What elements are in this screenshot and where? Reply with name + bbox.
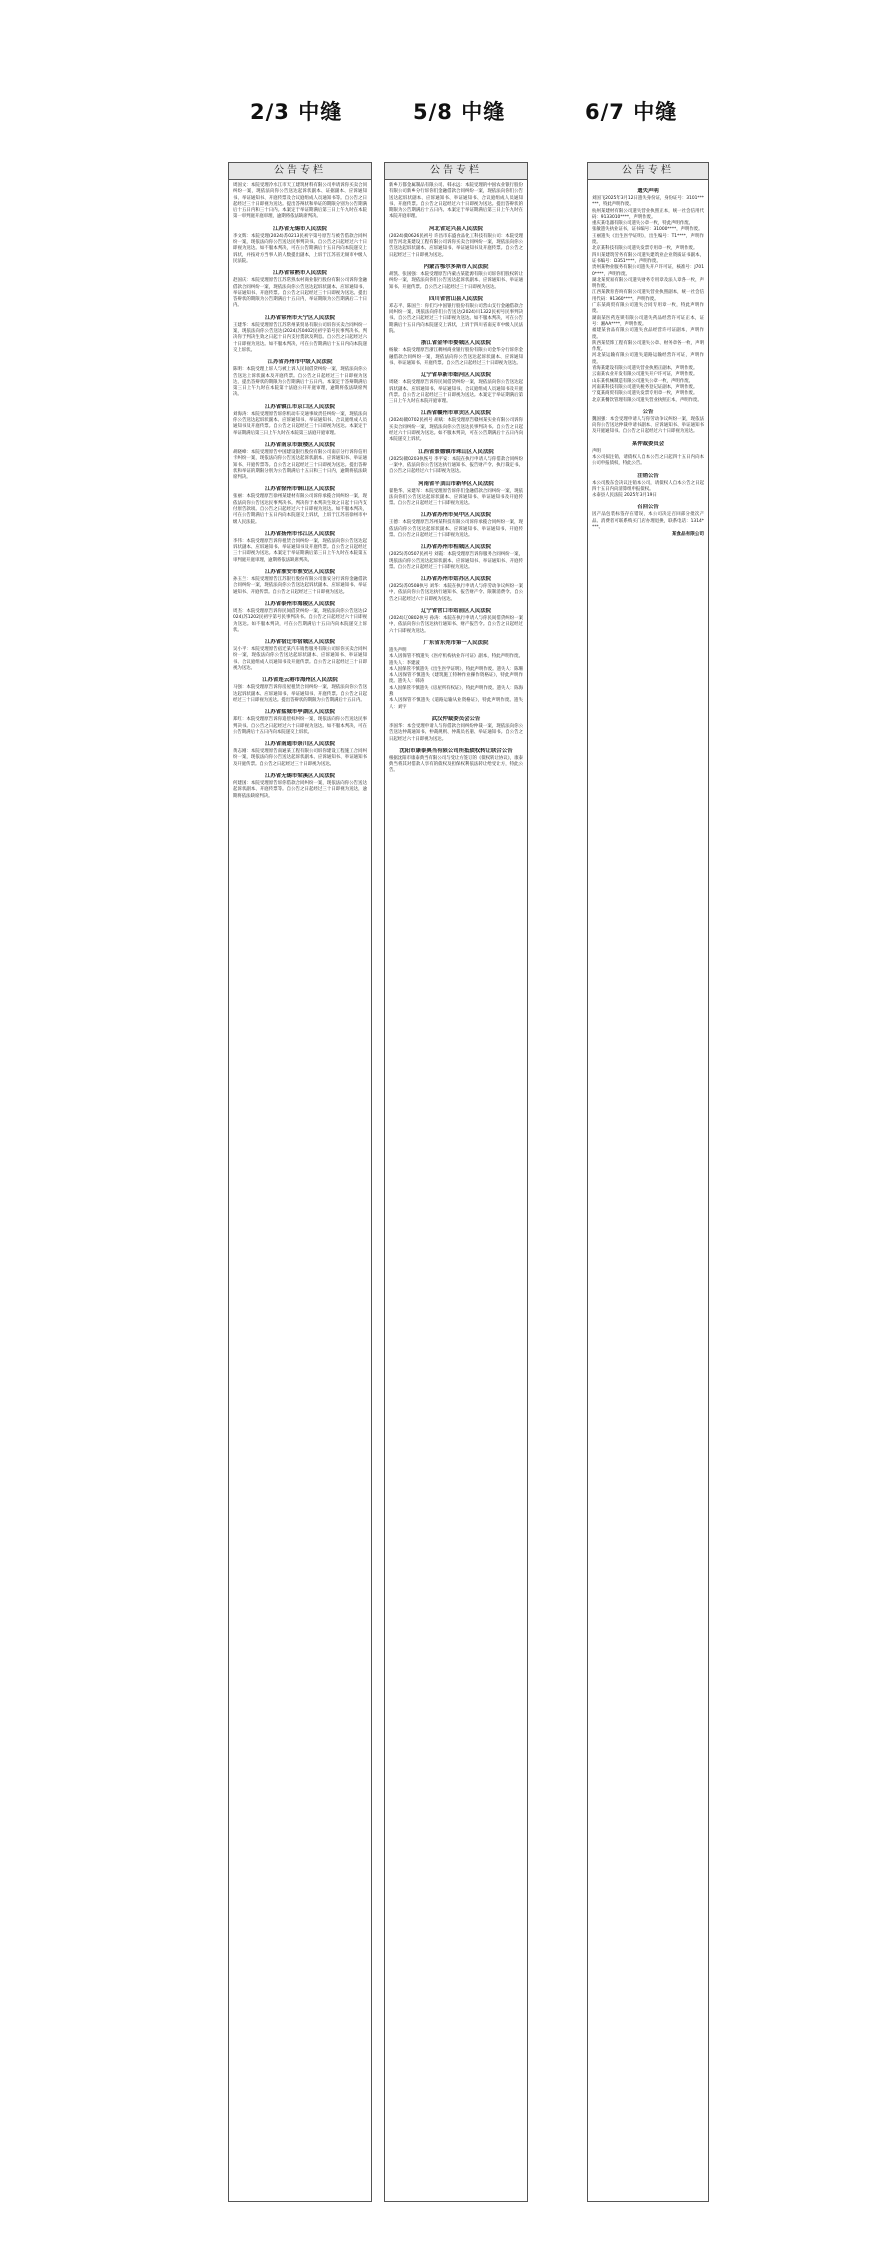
notice-title: 江苏省泰州市海陵区人民法院 <box>264 600 336 607</box>
notice-title: 江苏省无锡市人民法院 <box>273 225 327 232</box>
notice-title: 武汉仲裁委员会公告 <box>431 715 481 722</box>
notice-title: 江苏省苏州市吴中区人民法院 <box>420 512 492 519</box>
notice-body: 永泰县人民法院 2025年3月19日 <box>592 493 657 499</box>
notice-title: 某仲裁委员会 <box>631 440 665 447</box>
notice-title: 江苏省淮安市淮安区人民法院 <box>264 569 336 576</box>
notice-body: (2025)苏0508执号 刘华：本院在执行申请人与你劳动争议纠纷一案中，依法向你公告送达执行通知书、报告财产令、限制消费令。自公告之日起经过六十日即视为送达。 <box>389 584 523 602</box>
notice-body: 湖南某医药连锁有限公司遗失药品经营许可证正本，证号：湘AA****，声明作废。 <box>592 315 704 327</box>
notice-title: 内蒙古鄂尔多斯市人民法院 <box>423 263 489 270</box>
notice-body: 新乡万都金属制品有限公司、韩永远：本院受理的中国农业银行股份有限公司新乡分行诉你们金融借款合同纠纷一案，现依法向你们公告送达起诉状副本、应诉通知书、举证通知书、合议庭组成人员通知书、开庭传票。自公告之日起经过六十日即视为送达。提出答辩状的期限为公告期满后十五日内。本案定于举证期满后第三日上午九时在本院开庭审理。 <box>389 183 523 220</box>
notice-body: 云南某农业开发有限公司遗失开户许可证，声明作废。 <box>592 372 698 378</box>
notice-body: 本人因保管不慎遗失《房屋所有权证》，特此声明作废。遗失人：陈海燕 <box>389 685 523 698</box>
notice-body: 邓志平、陈国兰：你们与中国银行股份有限公司营山支行金融借款合同纠纷一案，现依法向你们公告送达(2024)川1322民初号民事判决书。自公告之日起经过三十日即视为送达。如不服本判决，可在公告期满后十五日内向本院递交上诉状，上诉于四川省南充市中级人民法院。 <box>389 303 523 335</box>
notice-body: 王丽遗失《出生医学证明》，出生编号：T1****，声明作废。 <box>592 233 704 246</box>
notice-body: 广东某商贸有限公司遗失合同专用章一枚，特此声明作废。 <box>592 303 704 315</box>
notice-body: 根据沈阳市康泰典当有限公司与受让方签订的《债权转让协议》，康泰典当将其对借款人享有的债权及担保权利依法转让给受让方，特此公告。 <box>389 755 523 774</box>
notice-title: 广东省东莞市第一人民法院 <box>423 639 489 646</box>
column-body <box>385 180 527 775</box>
notice-title: 遗失声明 <box>637 188 659 194</box>
notice-body: 福建某食品有限公司遗失食品经营许可证副本，声明作废。 <box>592 328 704 340</box>
signature: 某食品有限公司 <box>671 532 704 538</box>
notice-body: 翟艳华、宋建军：本院受理原告诉你们金融借款合同纠纷一案，现依法向你们公告送达起诉状副本、应诉通知书、举证通知书及开庭传票。自公告之日起经过三十日即视为送达。 <box>389 488 523 507</box>
notice-body: 贵州某物业服务有限公司遗失开户许可证，核准号：J7010****，声明作废。 <box>592 265 704 277</box>
notice-body: (2024)赣0702民初号 胡斌：本院受理原告赣州某实业有限公司诉你买卖合同纠纷一案，现依法向你公告送达民事判决书。自公告之日起经过六十日即视为送达。如不服本判决，可在公告期满后十五日内向本院递交上诉状。 <box>389 418 523 443</box>
notice-title: 江苏省徐州市铜山区人民法院 <box>264 486 336 493</box>
notice-body: 杨敏：本院受理原告浙江稠州商业银行股份有限公司金华分行诉你金融借款合同纠纷一案，现依法向你公告送达起诉状副本、应诉通知书、举证通知书、开庭传票。自公告之日起经过三十日即视为送达。 <box>389 348 523 366</box>
notice-body: 魏国强：本会受理申请人与你劳动争议纠纷一案，现依法向你公告送达仲裁申请书副本、应诉通知书、举证通知书及开庭通知书。自公告之日起经过六十日即视为送达。 <box>592 416 704 435</box>
notice-body: 李国华：本会受理申请人与你借款合同纠纷仲裁一案，现依法向你公告送达仲裁通知书、仲裁规则、仲裁员名册、举证通知书。自公告之日起经过六十日即视为送达。 <box>389 723 523 742</box>
notice-body: 杭州某建材有限公司遗失营业执照正本，统一社会信用代码：9133010****，声明作废。 <box>592 208 704 220</box>
notice-title: 四川省营山县人民法院 <box>429 295 483 302</box>
column-title: 公告专栏 <box>229 163 371 180</box>
notice-body: 赵国庆：本院受理原告江苏常熟农村商业银行股份有限公司诉你金融借款合同纠纷一案，现依法向你公告送达起诉状副本、应诉通知书、举证通知书、开庭传票。自公告之日起经过三十日即视为送达。提出答辩状的期限为公告期满后十五日内，举证期限为公告期满后二十日内。 <box>233 278 367 309</box>
notice-title: 河北省定兴县人民法院 <box>429 225 483 232</box>
notice-title: 江苏省常熟市人民法院 <box>273 270 327 277</box>
notice-body: 本人因保管不慎遗失《医疗机构执业许可证》副本，特此声明作废。遗失人：李建波 <box>389 654 523 666</box>
notice-title: 沈阳市康泰典当有限公司所抵债权转让联合公告 <box>399 747 513 754</box>
notice-body: 张敏遗失执业证书，证书编号：31000****，声明作废。 <box>592 227 703 233</box>
notice-column-left <box>228 162 372 2202</box>
notice-title: 江西省赣州市章贡区人民法院 <box>420 410 492 417</box>
notice-title: 公告 <box>642 408 654 415</box>
notice-body: 胡晓峰：本院受理原告中国建设银行股份有限公司南京分行诉你信用卡纠纷一案，现依法向你公告送达起诉状副本、应诉通知书、举证通知书、开庭传票等。自公告之日起经过三十日即视为送达。提出答辩状和举证的期限分别为公告期满后十五日和三十日内，逾期将依法缺席判决。 <box>233 449 367 481</box>
notice-title: 注销公告 <box>637 472 659 479</box>
column-title: 公告专栏 <box>385 163 527 180</box>
notice-body: 胡凯、张国强：本院受理原告内蒙古某能源有限公司诉你们股权转让纠纷一案，现依法向你们公告送达起诉状副本、应诉通知书、举证通知书、开庭传票。自公告之日起经过三十日即视为送达。 <box>389 271 523 290</box>
notice-body: 陈明：本院受理上诉人与被上诉人民间借贷纠纷一案，现依法向你公告送达上诉状副本及开庭传票。自公告之日起经过三十日即视为送达，提出答辩状的期限为公告期满后十五日内。本案定于答辩期满后第三日上午九时在本院第十法庭公开开庭审理，逾期将依法缺席判决。 <box>233 367 367 398</box>
column-body <box>229 180 371 800</box>
notice-title: 江苏省苏州市相城区人民法院 <box>420 544 492 551</box>
notice-body: 遗失声明 <box>389 647 407 653</box>
notice-body: 张丽：本院受理原告徐州某建材有限公司诉你承揽合同纠纷一案，现依法向你公告送达民事判决书。判决你于本判决生效之日起十日内支付原告款项。自公告之日起经过六十日即视为送达。如不服本判决，可在公告期满后十五日内向本院递交上诉状，上诉于江苏省徐州市中级人民法院。 <box>233 494 367 525</box>
notice-body: 郑红：本院受理原告诉你追偿权纠纷一案，现依法向你公告送达民事判决书。自公告之日起经过六十日即视为送达。如不服本判决，可在公告期满后十五日内向本院递交上诉状。 <box>233 717 367 735</box>
notice-body: 王德：本院受理原告苏州某科技有限公司诉你承揽合同纠纷一案，现依法向你公告送达起诉状副本、应诉通知书、举证通知书、开庭传票。自公告之日起经过三十日即视为送达。 <box>389 520 523 538</box>
notice-body: 山东某机械制造有限公司遗失公章一枚，声明作废。 <box>592 378 693 384</box>
notice-body: 湖北某贸易有限公司遗失财务专用章及法人章各一枚，声明作废。 <box>592 277 704 290</box>
notice-title: 江苏省盐城市亭湖区人民法院 <box>264 709 336 716</box>
notice-body: 周晓：本院受理原告诉你民间借贷纠纷一案，现依法向你公告送达起诉状副本、应诉通知书、举证通知书、合议庭组成人员通知书及开庭传票。自公告之日起经过三十日即视为送达。本案定于举证期满后第三日上午九时在本院开庭审理。 <box>389 380 523 405</box>
notice-title: 江苏省宿迁市宿城区人民法院 <box>264 639 336 646</box>
notice-body: 青海某建设有限公司遗失营业执照正副本，声明作废。 <box>592 366 698 372</box>
notice-body: 重庆某电器有限公司遗失公章一枚，特此声明作废。 <box>592 221 693 227</box>
notice-body: (2025)赣0203执恢号 李平安：本院在执行申请人与你借款合同纠纷一案中，依法向你公告送达执行通知书、报告财产令、执行裁定书。自公告之日起经过六十日即视为送达。 <box>389 456 523 475</box>
notice-title: 江苏省连云港市海州区人民法院 <box>262 677 338 684</box>
notice-body: 北京某科技有限公司遗失发票专用章一枚，声明作废。 <box>592 246 698 252</box>
notice-title: 江苏省苏州市姑苏区人民法院 <box>420 576 492 583</box>
notice-body: 宁夏某商贸有限公司遗失发票专用章一枚，声明作废。 <box>592 391 698 397</box>
column-header-middle: 5/8 中缝 <box>413 100 506 124</box>
notice-column-middle <box>384 162 528 2202</box>
notice-body: 本公司拟注销，请债权人自本公告之日起四十五日内向本公司申报债权，特此公告。 <box>592 454 704 467</box>
notice-body: 吴小平：本院受理原告宿迁某汽车销售服务有限公司诉你买卖合同纠纷一案，现依法向你公告送达起诉状副本、应诉通知书、举证通知书、合议庭组成人员通知书及开庭传票。自公告之日起经过三十日即视为送达。 <box>233 647 367 672</box>
notice-body: 本人因保管不慎遗失《出生医学证明》，特此声明作废。遗失人：陈珊 <box>389 666 523 672</box>
column-title: 公告专栏 <box>588 163 708 180</box>
notice-body: 李伟：本院受理原告诉你租赁合同纠纷一案，现依法向你公告送达起诉状副本、应诉通知书、举证通知书及开庭传票。自公告之日起经过三十日即视为送达。本案定于举证期满后第三日上午九时在本院第五审判庭开庭审理，逾期将依法缺席判决。 <box>233 538 367 563</box>
notice-column-right <box>587 162 709 2202</box>
notice-body: 孙玉兰：本院受理原告江苏银行股份有限公司淮安分行诉你金融借款合同纠纷一案，现依法向你公告送达起诉状副本、应诉通知书、举证通知书、开庭传票。自公告之日起经过三十日即视为送达。 <box>233 577 367 595</box>
notice-body: 四川某建筑劳务有限公司遗失建筑业企业资质证书副本，证书编号：D351****，声明作废。 <box>592 252 704 264</box>
notice-body: 本公司股东会决议注销本公司，请债权人自本公告之日起四十五日内向清算组申报债权。 <box>592 480 704 492</box>
notice-body: 河北某运输有限公司遗失道路运输经营许可证，声明作废。 <box>592 353 704 365</box>
notice-body: 何建国：本院受理原告诉你借款合同纠纷一案，现依法向你公告送达起诉状副本、开庭传票等。自公告之日起经过三十日即视为送达，逾期将依法缺席判决。 <box>233 781 367 799</box>
notice-body: 江西某教育咨询有限公司遗失营业执照副本，统一社会信用代码：91360****，声明作废。 <box>592 290 704 302</box>
notice-title: 江西省景德镇市珠山区人民法院 <box>418 448 494 455</box>
notice-title: 江苏省常州市天宁区人民法院 <box>264 314 336 321</box>
notice-body: 周杰：本院受理原告诉你民间借贷纠纷一案，现依法向你公告送达(2024)苏1202民初字第号民事判决书。自公告之日起经过六十日即视为送达。如不服本判决，可在公告期满后十五日内向本院递交上诉状。 <box>233 608 367 633</box>
notice-body: 李文辉：本院受理(2024)苏0213民初字第号原告与被告借款合同纠纷一案，现依法向你公告送达民事判决书。自公告之日起经过六十日即视为送达。如不服本判决，可在公告期满后十五日内向本院递交上诉状，并按对方当事人的人数提出副本，上诉于江苏省无锡市中级人民法院。 <box>233 233 367 264</box>
column-header-right: 6/7 中缝 <box>585 100 678 124</box>
notice-body: (2024)辽0802执号 孙涛：本院在执行申请人与你民间借贷纠纷一案中，依法向你公告送达执行通知书、财产报告令。自公告之日起经过六十日即视为送达。 <box>389 616 523 634</box>
notice-title: 辽宁省营口市站前区人民法院 <box>420 608 492 615</box>
notice-body: 本人因保管不慎遗失《道路运输从业资格证》，特此声明作废。遗失人：刘宇 <box>389 698 523 710</box>
notice-body: 河南某科技有限公司遗失税务登记证副本，声明作废。 <box>592 384 698 390</box>
notice-body: 刘海涛：本院受理原告诉你机动车交通事故责任纠纷一案，现依法向你公告送达起诉状副本、应诉通知书、举证通知书、合议庭组成人员通知书及开庭传票。自公告之日起经过三十日即视为送达。本案定于举证期满后第三日上午九时在本院第三法庭开庭审理。 <box>233 411 367 436</box>
notice-body: 王建华：本院受理原告江苏常州某贸易有限公司诉你买卖合同纠纷一案，现依法向你公告送达(2024)苏0402民初字第号民事判决书。判决你于判决生效之日起十日内支付货款及利息。自公告之日起经过六十日即视为送达。如不服本判决，可在公告期满后十五日内向本院递交上诉状。 <box>233 322 367 353</box>
notice-title: 江苏省无锡市梁溪区人民法院 <box>264 773 336 779</box>
notice-title: 江苏省南通市崇川区人民法院 <box>264 741 336 748</box>
notice-title: 召回公告 <box>637 504 659 511</box>
column-body <box>588 180 708 531</box>
notice-body: (2025)苏0507民初号 刘霞：本院受理原告诉你服务合同纠纷一案，现依法向你公告送达起诉状副本、应诉通知书、举证通知书、开庭传票。自公告之日起经过三十日即视为送达。 <box>389 552 523 570</box>
notice-body: 声明 <box>592 448 601 454</box>
notice-body: 周国文：本院受理冷水江市天工建筑材料有限公司申请诉你买卖合同纠纷一案，现依法向你公告送达起诉状副本、证据副本、应诉通知书、举证通知书、开庭传票及合议庭组成人员通知书等。自公告之日起经过三十日即视为送达。提出答辩状和举证的期限分别为公告期满后十五日内和三十日内。本案定于举证期满后第三日上午九时在本院第一审判庭开庭审理，逾期将依法缺席判决。 <box>233 183 367 220</box>
notice-title: 江苏省苏州市中级人民法院 <box>267 359 333 366</box>
notice-title: 辽宁省阜新市细河区人民法院 <box>420 372 492 379</box>
notice-title: 江苏省南京市鼓楼区人民法院 <box>264 441 336 448</box>
notice-title: 河南省平顶山市新华区人民法院 <box>418 480 494 487</box>
notice-body: (2024)冀0626民初号 许昌市东盛食品化工科技有限公司：本院受理原告河北某建设工程有限公司诉你买卖合同纠纷一案，现依法向你公告送达起诉状副本、应诉通知书、举证通知书及开庭传票。自公告之日起经过三十日即视为送达。 <box>389 233 523 258</box>
column-header-left: 2/3 中缝 <box>250 100 343 124</box>
notice-title: 浙江省金华市婺城区人民法院 <box>420 340 492 347</box>
notice-title: 江苏省镇江市京口区人民法院 <box>264 403 336 410</box>
notice-body: 因产品包装标签存在错误，本公司决定召回部分批次产品。消费者可联系购买门店办理退换，联系电话：1314****。 <box>592 512 704 531</box>
notice-body: 北京某餐饮管理有限公司遗失营业执照正本，声明作废。 <box>592 397 702 403</box>
notice-body: 黄志刚：本院受理原告南通某工程有限公司诉你建设工程施工合同纠纷一案，现依法向你公告送达起诉状副本、应诉通知书、举证通知书及开庭传票。自公告之日起经过三十日即视为送达。 <box>233 749 367 767</box>
notice-title: 江苏省扬州市邗江区人民法院 <box>264 530 336 537</box>
notice-body: 刘国飞2025年3月12日遗失身份证，身份证号：3101******，特此声明作废。 <box>592 196 704 208</box>
notice-body: 陕西某装饰工程有限公司遗失公章、财务章各一枚，声明作废。 <box>592 340 704 353</box>
notice-body: 本人因保管不慎遗失《建筑施工特种作业操作资格证》，特此声明作废。遗失人：韩涛 <box>389 673 523 685</box>
notice-body: 马强：本院受理原告诉你房屋租赁合同纠纷一案，现依法向你公告送达起诉状副本、应诉通知书、举证通知书、开庭传票。自公告之日起经过三十日即视为送达。提出答辩状的期限为公告期满后十五日内。 <box>233 685 367 703</box>
